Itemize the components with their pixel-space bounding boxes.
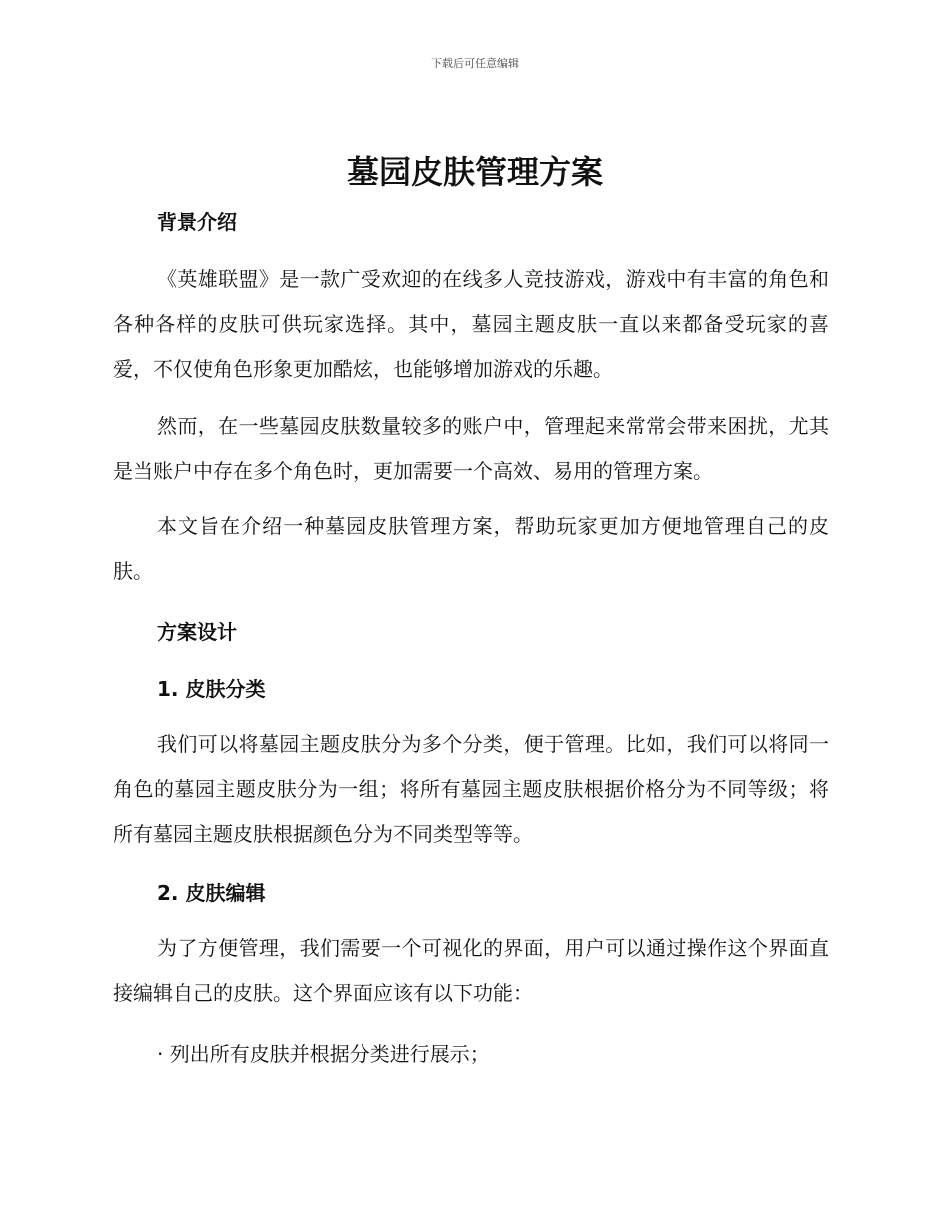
paragraph-editing: 为了方便管理，我们需要一个可视化的界面，用户可以通过操作这个界面直接编辑自己的皮肤。这个界面应该有以下功能： (113, 936, 829, 1005)
document-title: 墓园皮肤管理方案 (346, 153, 603, 191)
paragraph-background-1: 《英雄联盟》是一款广受欢迎的在线多人竞技游戏，游戏中有丰富的角色和各种各样的皮肤可供玩家选择。其中，墓园主题皮肤一直以来都备受玩家的喜爱，不仅使角色形象更加酷炫，也能够增加游戏的乐趣。 (113, 267, 829, 381)
paragraph-classification: 我们可以将墓园主题皮肤分为多个分类，便于管理。比如，我们可以将同一角色的墓园主题皮肤分为一组；将所有墓园主题皮肤根据价格分为不同等级；将所有墓园主题皮肤根据颜色分为不同类型等等。 (113, 732, 829, 846)
page-header: 下载后可任意编辑 (431, 57, 519, 70)
paragraph-background-2: 然而，在一些墓园皮肤数量较多的账户中，管理起来常常会带来困扰，尤其是当账户中存在多个角色时，更加需要一个高效、易用的管理方案。 (113, 414, 829, 483)
section-heading-design: 方案设计 (157, 620, 237, 644)
section-heading-background: 背景介绍 (157, 210, 237, 234)
list-item: · 列出所有皮肤并根据分类进行展示； (157, 1042, 490, 1066)
subsection-heading-editing: 2. 皮肤编辑 (157, 881, 266, 905)
paragraph-background-3: 本文旨在介绍一种墓园皮肤管理方案，帮助玩家更加方便地管理自己的皮肤。 (113, 514, 829, 583)
subsection-heading-classification: 1. 皮肤分类 (157, 677, 266, 701)
